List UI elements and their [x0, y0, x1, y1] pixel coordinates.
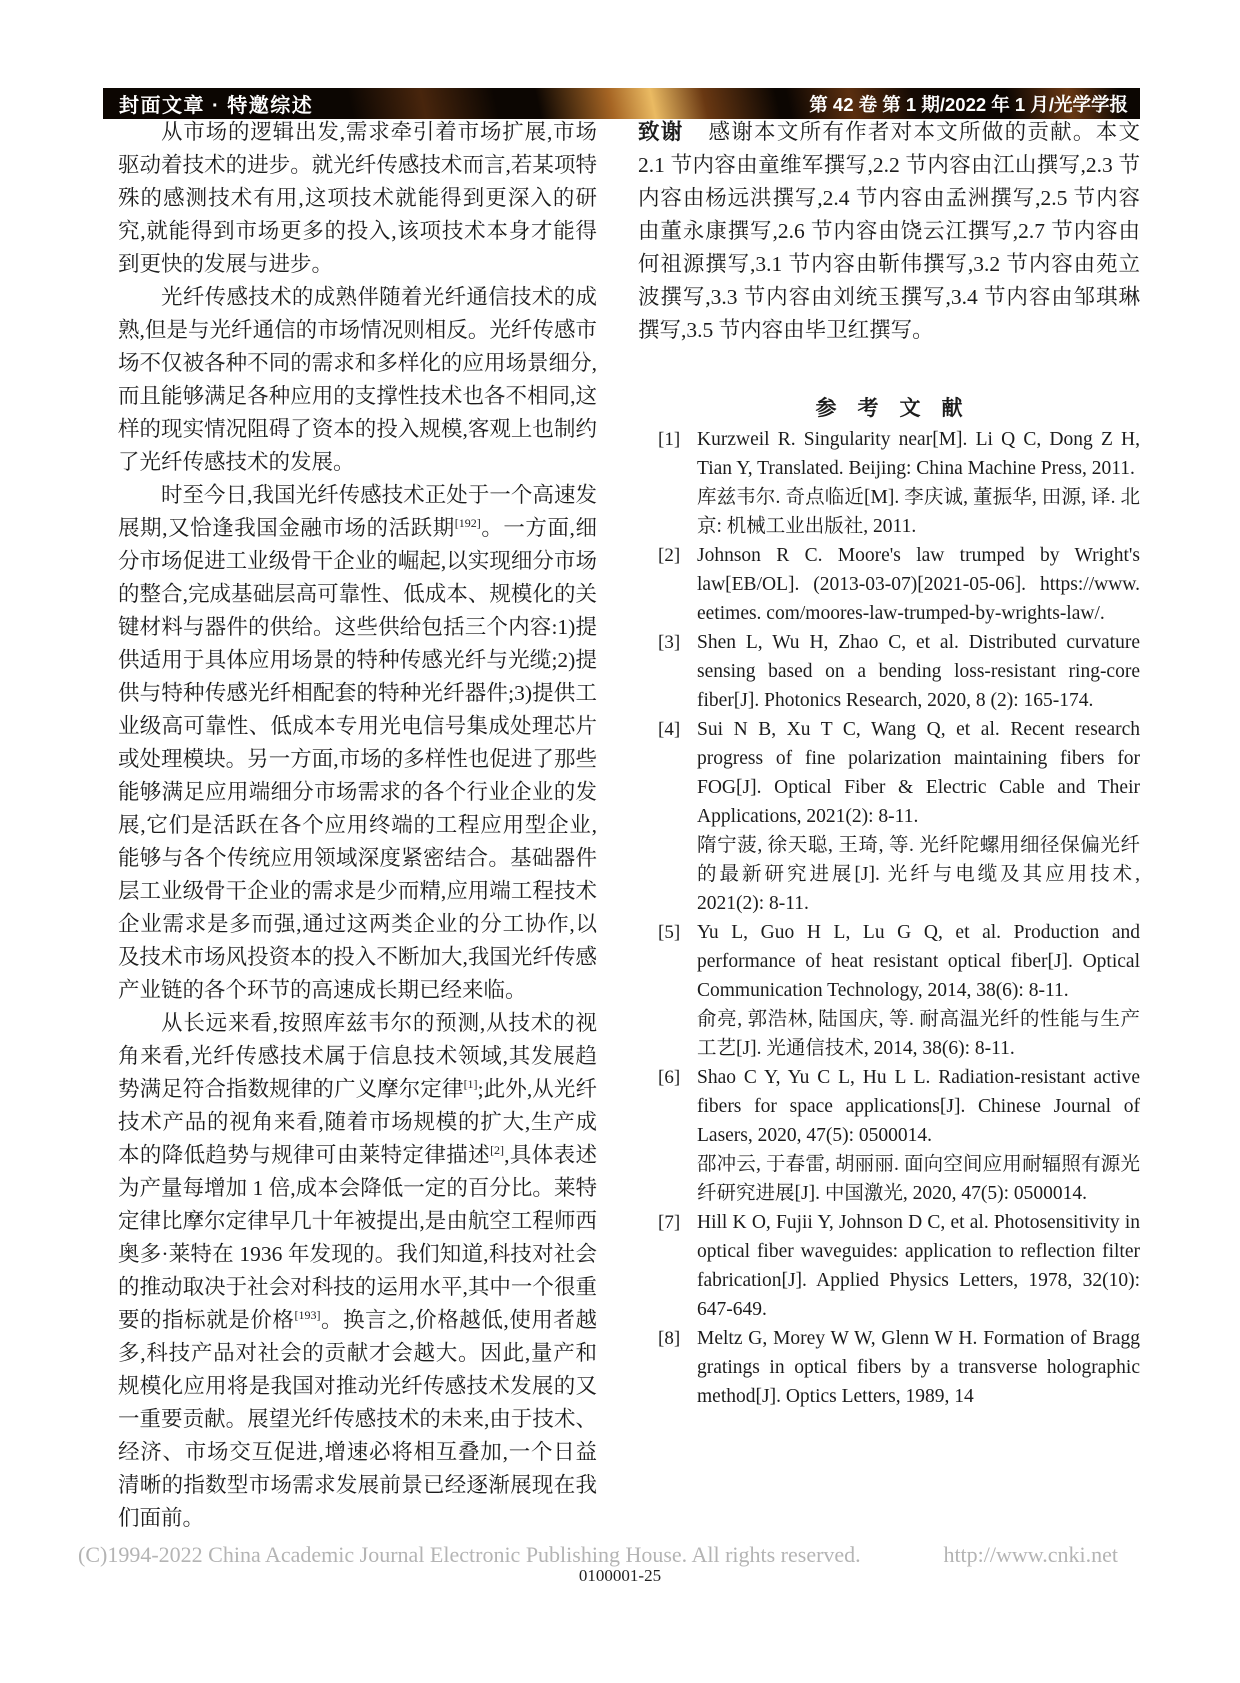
citation-superscript: [1] — [463, 1076, 478, 1091]
reference-text-en: Hill K O, Fujii Y, Johnson D C, et al. Photosensitivity in optical fiber waveguides: application to reflection filter fabrication[J]. Applied Physics Letters, 1978, 32(10): 647-649. — [697, 1212, 1140, 1320]
reference-number: [4] — [658, 719, 681, 740]
citation-superscript: [193] — [294, 1307, 321, 1322]
reference-item — [638, 1063, 1140, 1208]
reference-item — [638, 715, 1140, 918]
citation-superscript: [192] — [454, 515, 481, 530]
reference-body — [697, 541, 1140, 628]
text-run: 时至今日,我国光纤传感技术正处于一个高速发展期,又恰逢我国金融市场的活跃期 — [118, 483, 597, 540]
cnki-url: http://www.cnki.net — [943, 1542, 1118, 1567]
left-column — [118, 116, 597, 1535]
reference-number: [8] — [658, 1328, 681, 1349]
reference-text-en: Sui N B, Xu T C, Wang Q, et al. Recent research progress of fine polarization maintaining fibers for FOG[J]. Optical Fiber & Electric Cable and Their Applications, 2021(2): 8-11. — [697, 719, 1140, 827]
page-number: 0100001-25 — [578, 1566, 662, 1585]
text-run: 。换言之,价格越低,使用者越多,科技产品对社会的贡献才会越大。因此,量产和规模化应用将是我国对推动光纤传感技术发展的又一重要贡献。展望光纤传感技术的未来,由于技术、经济、市场交互促进,增速必将相互叠加,一个日益清晰的指数型市场需求发展前景已经逐渐展现在我们面前。 — [118, 1308, 597, 1530]
reference-item — [638, 425, 1140, 541]
reference-body — [697, 1324, 1140, 1411]
copyright-text: (C)1994-2022 China Academic Journal Electronic Publishing House. All rights reserved. — [78, 1542, 861, 1567]
reference-body — [697, 715, 1140, 918]
reference-number: [7] — [658, 1212, 681, 1233]
article-paragraph — [118, 116, 597, 281]
reference-number: [1] — [658, 429, 681, 450]
reference-text-en: Kurzweil R. Singularity near[M]. Li Q C, Dong Z H, Tian Y, Translated. Beijing: China Machine Press, 2011. — [697, 429, 1140, 479]
reference-body — [697, 425, 1140, 541]
acknowledgement-paragraph — [638, 116, 1140, 347]
header-issue-info: 第 42 卷 第 1 期/2022 年 1 月/光学学报 — [809, 93, 1128, 115]
article-paragraph — [118, 281, 597, 479]
reference-text-en: Yu L, Guo H L, Lu G Q, et al. Production and performance of heat resistant optical fiber[J]. Optical Communication Technology, 2014, 38(6): 8-11. — [697, 922, 1140, 1001]
text-run: ,具体表述为产量每增加 1 倍,成本会降低一定的百分比。莱特定律比摩尔定律早几十年被提出,是由航空工程师西奥多·莱特在 1936 年发现的。我们知道,科技对社会的推动取决于社会对科技的运用水平,其中一个很重要的指标就是价格 — [118, 1143, 597, 1332]
right-column — [638, 116, 1140, 1411]
text-run: 光纤传感技术的成熟伴随着光纤通信技术的成熟,但是与光纤通信的市场情况则相反。光纤传感市场不仅被各种不同的需求和多样化的应用场景细分,而且能够满足各种应用的支撑性技术也各不相同,这样的现实情况阻碍了资本的投入规模,客观上也制约了光纤传感技术的发展。 — [118, 285, 597, 474]
reference-number: [5] — [658, 922, 681, 943]
reference-text-zh: 隋宁菠, 徐天聪, 王琦, 等. 光纤陀螺用细径保偏光纤的最新研究进展[J]. 光纤与电缆及其应用技术, 2021(2): 8-11. — [697, 835, 1140, 914]
reference-item — [638, 541, 1140, 628]
text-run: ;此外,从光纤技术产品的视角来看,随着市场规模的扩大,生产成本的降低趋势与规律可由莱特定律描述 — [118, 1077, 597, 1167]
reference-text-en: Shen L, Wu H, Zhao C, et al. Distributed curvature sensing based on a bending loss-resistant ring-core fiber[J]. Photonics Research, 2020, 8 (2): 165-174. — [697, 632, 1140, 711]
header-section-label: 封面文章 · 特邀综述 — [119, 95, 314, 117]
reference-text-en: Meltz G, Morey W W, Glenn W H. Formation of Bragg gratings in optical fibers by a transverse holographic method[J]. Optics Letters, 1989, 14 — [697, 1328, 1140, 1407]
reference-number: [6] — [658, 1067, 681, 1088]
reference-body — [697, 1208, 1140, 1324]
text-run: 从市场的逻辑出发,需求牵引着市场扩展,市场驱动着技术的进步。就光纤传感技术而言,若某项特殊的感测技术有用,这项技术就能得到更深入的研究,就能得到市场更多的投入,该项技术本身才能得到更快的发展与进步。 — [118, 120, 597, 276]
reference-number: [2] — [658, 545, 681, 566]
reference-text-zh: 邵冲云, 于春雷, 胡丽丽. 面向空间应用耐辐照有源光纤研究进展[J]. 中国激光, 2020, 47(5): 0500014. — [697, 1154, 1140, 1204]
copyright-watermark — [78, 1542, 1118, 1568]
reference-number: [3] — [658, 632, 681, 653]
reference-text-en: Shao C Y, Yu C L, Hu L L. Radiation-resistant active fibers for space applications[J]. Chinese Journal of Lasers, 2020, 47(5): 0500014. — [697, 1067, 1140, 1146]
reference-text-en: Johnson R C. Moore's law trumped by Wright's law[EB/OL]. (2013-03-07)[2021-05-06]. https://www. eetimes. com/moores-law-trumped-by-wrights-law/. — [697, 545, 1140, 624]
reference-item — [638, 1208, 1140, 1324]
reference-body — [697, 628, 1140, 715]
text-run: 。一方面,细分市场促进工业级骨干企业的崛起,以实现细分市场的整合,完成基础层高可靠性、低成本、规模化的关键材料与器件的供给。这些供给包括三个内容:1)提供适用于具体应用场景的特种传感光纤与光缆;2)提供与特种传感光纤相配套的特种光纤器件;3)提供工业级高可靠性、低成本专用光电信号集成处理芯片或处理模块。另一方面,市场的多样性也促进了那些能够满足应用端细分市场需求的各个行业企业的发展,它们是活跃在各个应用终端的工程应用型企业,能够与各个传统应用领域深度紧密结合。基础器件层工业级骨干企业的需求是少而精,应用端工程技术企业需求是多而强,通过这两类企业的分工协作,以及技术市场风投资本的投入不断加大,我国光纤传感产业链的各个环节的高速成长期已经来临。 — [118, 516, 597, 1002]
page-header-banner — [103, 88, 1140, 119]
reference-text-zh: 俞亮, 郭浩林, 陆国庆, 等. 耐高温光纤的性能与生产工艺[J]. 光通信技术, 2014, 38(6): 8-11. — [697, 1009, 1140, 1059]
reference-item — [638, 628, 1140, 715]
reference-item — [638, 918, 1140, 1063]
article-paragraph — [118, 479, 597, 1007]
citation-superscript: [2] — [490, 1142, 505, 1157]
article-paragraph — [118, 1007, 597, 1535]
reference-body — [697, 918, 1140, 1063]
acknowledgement-text: 感谢本文所有作者对本文所做的贡献。本文 2.1 节内容由童维军撰写,2.2 节内容由江山撰写,2.3 节内容由杨远洪撰写,2.4 节内容由孟洲撰写,2.5 节内容由董永康撰写,2.6 节内容由饶云江撰写,2.7 节内容由何祖源撰写,3.1 节内容由靳伟撰写,3.2 节内容由苑立波撰写,3.3 节内容由刘统玉撰写,3.4 节内容由邹琪琳撰写,3.5 节内容由毕卫红撰写。 — [638, 120, 1140, 342]
references-title: 参 考 文 献 — [815, 396, 963, 420]
reference-text-zh: 库兹韦尔. 奇点临近[M]. 李庆诚, 董振华, 田源, 译. 北京: 机械工业出版社, 2011. — [697, 487, 1140, 537]
reference-body — [697, 1063, 1140, 1208]
text-run: 从长远来看,按照库兹韦尔的预测,从技术的视角来看,光纤传感技术属于信息技术领域,其发展趋势满足符合指数规律的广义摩尔定律 — [118, 1011, 597, 1101]
references-list — [638, 425, 1140, 1411]
acknowledgement-label: 致谢 — [638, 120, 684, 144]
reference-item — [638, 1324, 1140, 1411]
